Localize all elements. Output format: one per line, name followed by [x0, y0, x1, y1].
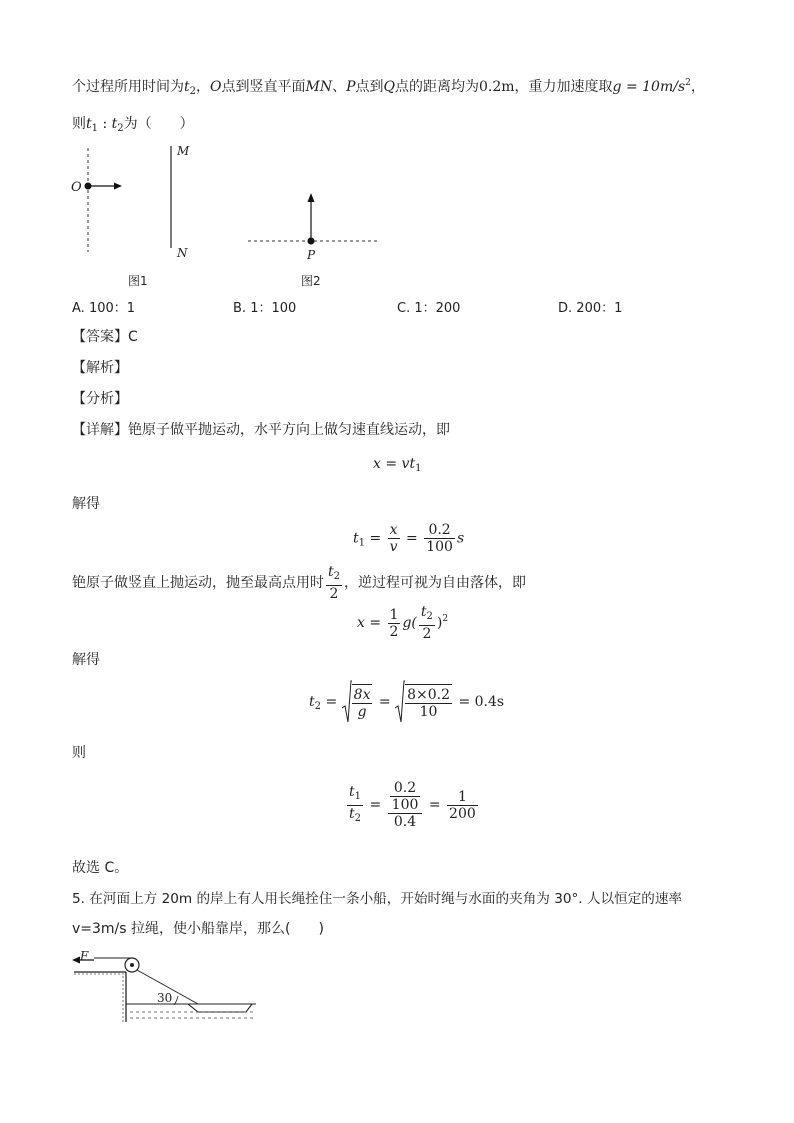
caption-fig2: 图2 — [301, 274, 321, 288]
ze-line: 则 — [72, 745, 86, 761]
fenxi-heading: 【分析】 — [72, 391, 128, 407]
arrow-head-right-icon — [114, 183, 122, 190]
boat-icon — [188, 1004, 252, 1012]
figure-boat — [70, 948, 270, 1028]
arrow-head-left-icon — [72, 957, 80, 964]
label-m: M — [177, 144, 190, 158]
answer-line: 【答案】C — [72, 329, 138, 345]
jiede-2: 解得 — [72, 652, 100, 668]
intro-line-2: 则$t_1$ : $t_2$为（ ） — [72, 116, 194, 134]
radical-sign-icon — [342, 680, 352, 724]
detail-line: 【详解】铯原子做平抛运动，水平方向上做匀速直线运动，即 — [72, 422, 450, 438]
radical-sign-icon — [395, 680, 405, 724]
conclusion-line: 故选 C。 — [72, 860, 129, 876]
equation-2: $t_1$ = $\frac{x}{v}$ = $\frac{0.2}{100}$ s — [353, 522, 465, 555]
pulley-axle-icon — [130, 963, 134, 967]
equation-4: $t_2$ = $\frac{8x}{g}$ = $\frac{8\times 0.2}{10}$ = 0.4s — [309, 680, 504, 724]
option-d: D. 200：1 — [558, 301, 623, 316]
arrow-head-up-icon — [308, 193, 315, 202]
option-a: A. 100：1 — [72, 301, 136, 316]
jiexi-heading: 【解析】 — [72, 360, 128, 376]
question-5-line-2: v=3m/s 拉绳，使小船靠岸，那么( ) — [72, 921, 324, 937]
label-n: N — [177, 246, 188, 260]
label-f: F — [80, 949, 89, 963]
label-p: P — [307, 248, 316, 262]
point-o — [85, 183, 92, 190]
jiede-1: 解得 — [72, 496, 100, 512]
caption-fig1: 图1 — [128, 274, 148, 288]
sqrt-2: $\frac{8\times 0.2}{10}$ — [395, 680, 454, 724]
figure-1-2 — [60, 140, 400, 295]
sqrt-1: $\frac{8x}{g}$ — [342, 680, 375, 724]
angle-label: 30 — [157, 991, 173, 1005]
point-p — [308, 238, 315, 245]
intro-line-1: 个过程所用时间为$t_2$，O点到竖直平面MN、P点到Q点的距离均为0.2m，重力加速度取$g = 10m/s^2$， — [72, 78, 705, 97]
question-5-line-1: 5. 在河面上方 20m 的岸上有人用长绳拴住一条小船，开始时绳与水面的夹角为 30°. 人以恒定的速率 — [72, 891, 683, 907]
label-o: O — [71, 180, 82, 195]
option-c: C. 1：200 — [397, 301, 461, 316]
option-b: B. 1：100 — [233, 301, 297, 316]
equation-5: $\frac{t_1}{t_2}$ = $\frac{\frac{0.2}{100}}{0.4}$ = $\frac{1}{200}$ — [349, 780, 476, 830]
equation-1: $x = vt_1$ — [373, 456, 422, 474]
paragraph-2: 铯原子做竖直上抛运动，抛至最高点用时 $\frac{t_2}{2}$ ，逆过程可视为自由落体，即 — [72, 564, 527, 602]
equation-3: x = $\frac{1}{2}$ g( $\frac{t_2}{2}$ )$^2$ — [357, 604, 449, 642]
